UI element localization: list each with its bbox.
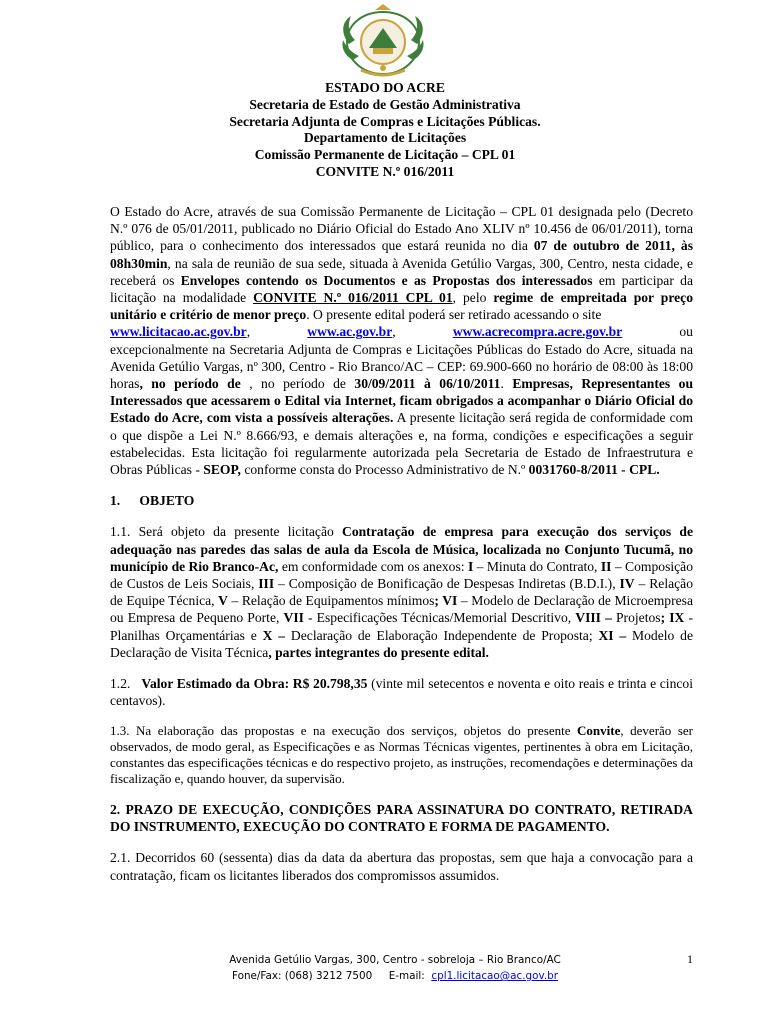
header-department: Departamento de Licitações [303, 130, 467, 146]
header-commission: Comissão Permanente de Licitação – CPL 01 [254, 147, 516, 163]
footer-contact: Fone/Fax: (068) 3212 7500 E-mail: cpl1.licitacao@ac.gov.br [231, 970, 559, 982]
clause-2-1: 2.1. Decorridos 60 (sessenta) dias da data da abertura das propostas, sem que haja a convocação para a contratação, ficam os licitantes liberados dos compromissos assumidos. [110, 850, 693, 883]
section-2-heading: 2. PRAZO DE EXECUÇÃO, CONDIÇÕES PARA ASSINATURA DO CONTRATO, RETIRADA DO INSTRUMENTO, EXECUÇÃO DO CONTRATO E FORMA DE PAGAMENTO. [110, 802, 693, 835]
clause-1-2: 1.2. Valor Estimado da Obra: R$ 20.798,35 (vinte mil setecentos e noventa e oito reais e trinta e cincoi centavos). [110, 676, 693, 709]
footer-address: Avenida Getúlio Vargas, 300, Centro - sobreloja – Rio Branco/AC [229, 954, 561, 966]
link-ac-gov[interactable]: www.ac.gov.br [307, 324, 393, 340]
footer-email-link[interactable]: cpl1.licitacao@ac.gov.br [431, 970, 559, 982]
document-body [110, 203, 693, 884]
page-footer [195, 952, 595, 984]
header-adjunct-secretariat: Secretaria Adjunta de Compras e Licitações Públicas. [229, 113, 541, 129]
link-acrecompra[interactable]: www.acrecompra.acre.gov.br [452, 324, 623, 340]
state-coat-of-arms-icon [333, 4, 433, 80]
page-number: 1 [687, 952, 693, 966]
intro-paragraph: O Estado do Acre, através de sua Comissão Permanente de Licitação – CPL 01 designada pelo (Decreto N.º 076 de 05/01/2011, publicado no Diário Oficial do Estado Ano XLIV nº 10.456 de 06/01/2011), torna público, para o conhecimento dos interessados que estará reunida no dia 07 de outubro de 2011, às 08h30min, na sala de reunião de sua sede, situada à Avenida Getúlio Vargas, 300, Centro, nesta cidade, e receberá os Envelopes contendo os Documentos e as Propostas dos interessados em participar da licitação na modalidade CONVITE N.º 016/2011 CPL 01, pelo regime de empreitada por preço unitário e critério de menor preço. O presente edital poderá ser retirado acessando o site [110, 204, 693, 323]
clause-1-1: 1.1. Será objeto da presente licitação Contratação de empresa para execução dos serviços de adequação nas paredes das salas de aula da Escola de Música, localizada no Conjunto Tucumã, no município de Rio Branco-Ac, em conformidade com os anexos: I – Minuta do Contrato, II – Composição de Custos de Leis Sociais, III – Composição de Bonificação de Despesas Indiretas (B.D.I.), IV – Relação de Equipe Técnica, V – Relação de Equipamentos mínimos; VI – Modelo de Declaração de Microempresa ou Empresa de Pequeno Porte, VII - Especificações Técnicas/Memorial Descritivo, VIII – Projetos; IX - Planilhas Orçamentárias e X – Declaração de Elaboração Independente de Proposta; XI – Modelo de Declaração de Visita Técnica, partes integrantes do presente edital. [110, 524, 694, 660]
document-header [100, 80, 670, 181]
intro-paragraph-continued: excepcionalmente na Secretaria Adjunta de Compras e Licitações Públicas do Estado do Acre, situada na Avenida Getúlio Vargas, nº 300, Centro - Rio Branco/AC – CEP: 69.900-660 no horário de 08:00 às 18:00 horas, no período de , no período de 30/09/2011 à 06/10/2011. Empresas, Representantes ou Interessados que acessarem o Edital via Internet, ficam obrigados a acompanhar o Diário Oficial do Estado do Acre, com vista a possíveis alterações. A presente licitação será regida de conformidade com o que dispõe a Lei N.º 8.666/93, e demais alterações e, na forma, condições e especificações a seguir estabelecidas. Esta licitação foi regularmente autorizada pela Secretaria de Estado de Infraestrutura e Obras Públicas - SEOP, conforme consta do Processo Administrativo de N.º 0031760-8/2011 - CPL. [110, 341, 693, 478]
header-state: ESTADO DO ACRE [325, 80, 445, 95]
header-convite-number: CONVITE N.º 016/2011 [315, 163, 455, 179]
clause-1-3: 1.3. Na elaboração das propostas e na execução dos serviços, objetos do presente Convite, deverão ser observados, de modo geral, as Especificações e as Normas Técnicas vigentes, pertinentes à obra em Licitação, constantes das especificações técnicas e do respectivo projeto, as instruções, recomendações e determinações da fiscalização e, quando houver, da supervisão. [110, 723, 693, 787]
site-links-row: www.licitacao.ac.gov.br, www.ac.gov.br, www.acrecompra.acre.gov.br ou [110, 324, 693, 340]
link-licitacao[interactable]: www.licitacao.ac.gov.br [110, 324, 247, 340]
header-secretariat: Secretaria de Estado de Gestão Administrativa [249, 96, 521, 112]
section-1-heading: 1. OBJETO [110, 493, 195, 509]
